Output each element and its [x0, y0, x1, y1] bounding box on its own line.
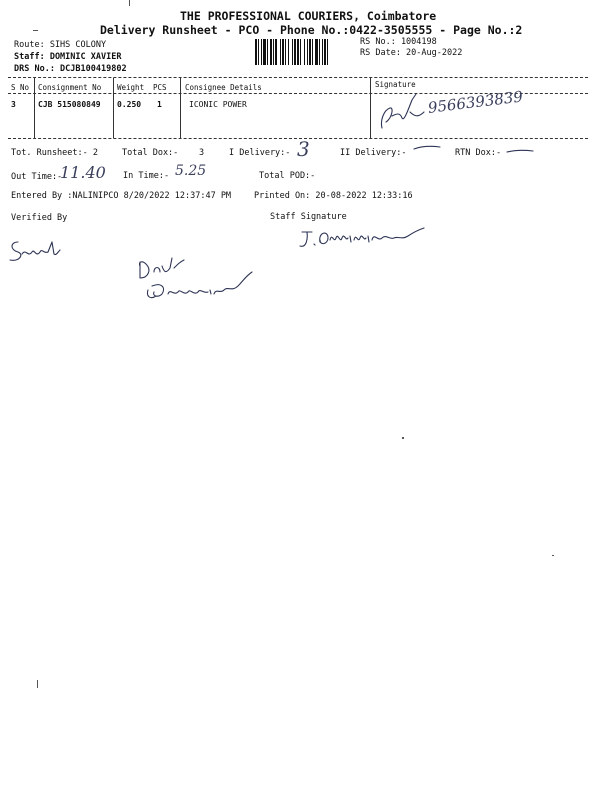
barcode: [255, 39, 350, 65]
scan-speck: [129, 0, 130, 6]
rtn-dox-label: RTN Dox:-: [455, 148, 502, 158]
total-pod-label: Total POD:-: [259, 171, 316, 181]
in-time-label: In Time:-: [123, 171, 170, 181]
receiver-phone-number: 9566393839: [426, 87, 524, 117]
total-runsheet: Tot. Runsheet:- 2: [11, 148, 98, 158]
scan-speck: [37, 680, 38, 688]
col-header-consignee: Consignee Details: [185, 83, 262, 92]
staff-label: Staff: DOMINIC XAVIER: [14, 52, 122, 62]
col-header-weight: Weight: [117, 83, 145, 92]
rs-number: RS No.: 1004198: [360, 37, 437, 47]
i-delivery-value: 3: [297, 137, 310, 161]
out-time-label: Out Time:-: [11, 172, 63, 182]
col-header-signature: Signature: [375, 80, 416, 89]
col-divider: [370, 78, 371, 138]
company-name: THE PROFESSIONAL COURIERS, Coimbatore: [180, 9, 437, 23]
scan-speck: [33, 30, 38, 31]
printed-on: Printed On: 20-08-2022 12:33:16: [254, 191, 413, 201]
col-divider: [113, 78, 114, 138]
row-consignment: CJB 515080849: [38, 100, 101, 109]
table-top-rule: [8, 77, 588, 78]
verifier-signature: [6, 236, 62, 266]
col-divider: [180, 78, 181, 138]
receiver-staff-signature: [130, 252, 260, 308]
total-dox-label: Total Dox:-: [122, 148, 179, 158]
staff-signature: [298, 222, 428, 254]
entered-by: Entered By :NALINIPCO 8/20/2022 12:37:47 PM: [11, 191, 232, 201]
route-label: Route: SIHS COLONY: [14, 40, 107, 50]
out-time-value: 11.40: [60, 163, 106, 182]
col-header-consignment: Consignment No: [38, 83, 102, 92]
runsheet-title: Delivery Runsheet - PCO - Phone No.:0422-3505555 - Page No.:2: [100, 23, 523, 37]
row-pcs: 1: [157, 100, 162, 109]
drs-number: DRS No.: DCJB100419802: [14, 64, 127, 74]
scan-speck: [552, 555, 554, 556]
in-time-value: 5.25: [175, 163, 207, 179]
total-dox-value: 3: [199, 148, 205, 158]
col-header-pcs: PCS: [153, 83, 167, 92]
rs-date: RS Date: 20-Aug-2022: [360, 48, 463, 58]
row-consignee: ICONIC POWER: [189, 100, 247, 109]
col-divider: [34, 78, 35, 138]
col-header-sno: S No: [11, 83, 30, 92]
ii-delivery-dash: [412, 143, 442, 153]
rtn-dox-dash: [505, 146, 535, 156]
ii-delivery-label: II Delivery:-: [340, 148, 407, 158]
row-weight: 0.250: [117, 100, 142, 109]
verified-by-label: Verified By: [11, 213, 68, 223]
i-delivery-label: I Delivery:-: [229, 148, 291, 158]
row-sno: 3: [11, 100, 16, 109]
scan-speck: [402, 437, 404, 439]
staff-signature-label: Staff Signature: [270, 212, 347, 222]
